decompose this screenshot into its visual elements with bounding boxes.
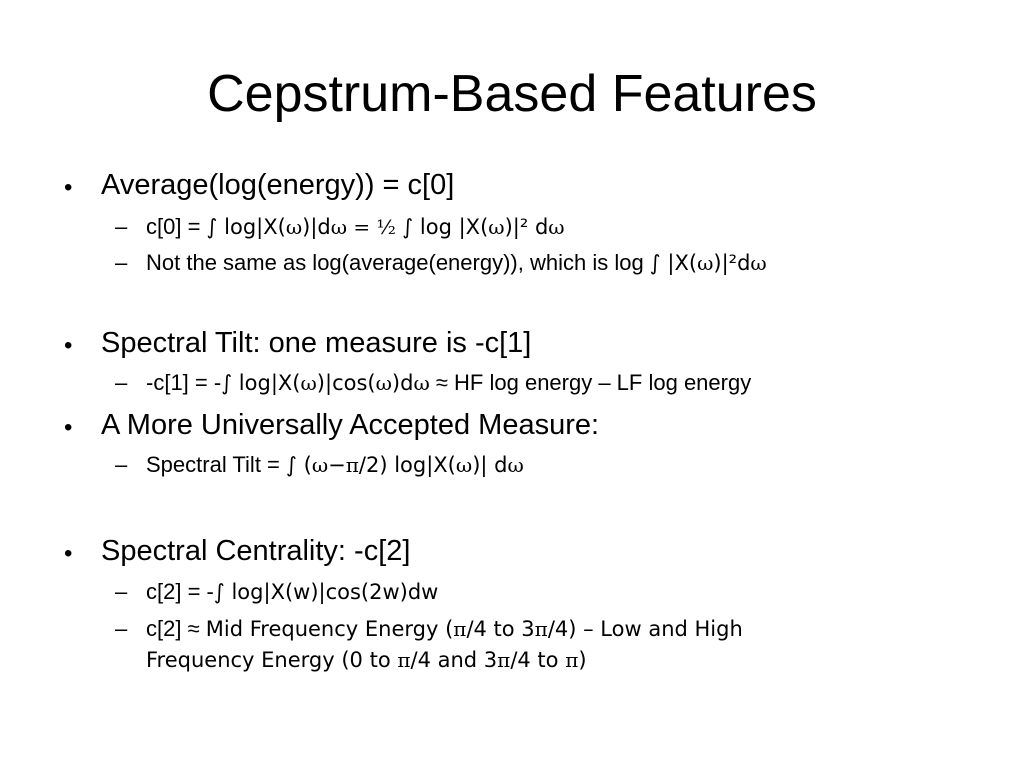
dash-marker: – <box>115 214 128 239</box>
bullet-marker: • <box>64 332 73 359</box>
bullet-average-log-energy: Average(log(energy)) = c[0] <box>101 169 455 201</box>
dash-marker: – <box>115 579 128 604</box>
dash-marker: – <box>115 250 128 275</box>
bullet-spectral-tilt: Spectral Tilt: one measure is -c[1] <box>101 327 532 359</box>
sub-c0-equation: c[0] = ∫ log|X(ω)|dω = ½ ∫ log |X(ω)|² dω <box>146 214 565 239</box>
dash-marker: – <box>115 370 128 395</box>
bullet-universally-accepted-measure: A More Universally Accepted Measure: <box>101 409 600 441</box>
sub-not-same-as-log-average: Not the same as log(average(energy)), which is log ∫ |X(ω)|²dω <box>146 250 767 275</box>
bullet-marker: • <box>64 540 73 567</box>
sub-spectral-tilt-equation: Spectral Tilt = ∫ (ω−π/2) log|X(ω)| dω <box>146 452 524 477</box>
sub-c2-mid-frequency-continued: Frequency Energy (0 to π/4 and 3π/4 to π) <box>146 648 587 672</box>
dash-marker: – <box>115 616 128 641</box>
dash-marker: – <box>115 452 128 477</box>
bullet-spectral-centrality: Spectral Centrality: -c[2] <box>101 535 411 567</box>
sub-c1-equation: -c[1] = -∫ log|X(ω)|cos(ω)dω ≈ HF log energy – LF log energy <box>146 370 752 395</box>
sub-c2-equation: c[2] = -∫ log|X(w)|cos(2w)dw <box>146 579 439 604</box>
bullet-marker: • <box>64 414 73 441</box>
slide-title: Cepstrum-Based Features <box>207 65 817 123</box>
bullet-marker: • <box>64 174 73 201</box>
sub-c2-mid-frequency: c[2] ≈ Mid Frequency Energy (π/4 to 3π/4) – Low and High <box>146 616 743 641</box>
